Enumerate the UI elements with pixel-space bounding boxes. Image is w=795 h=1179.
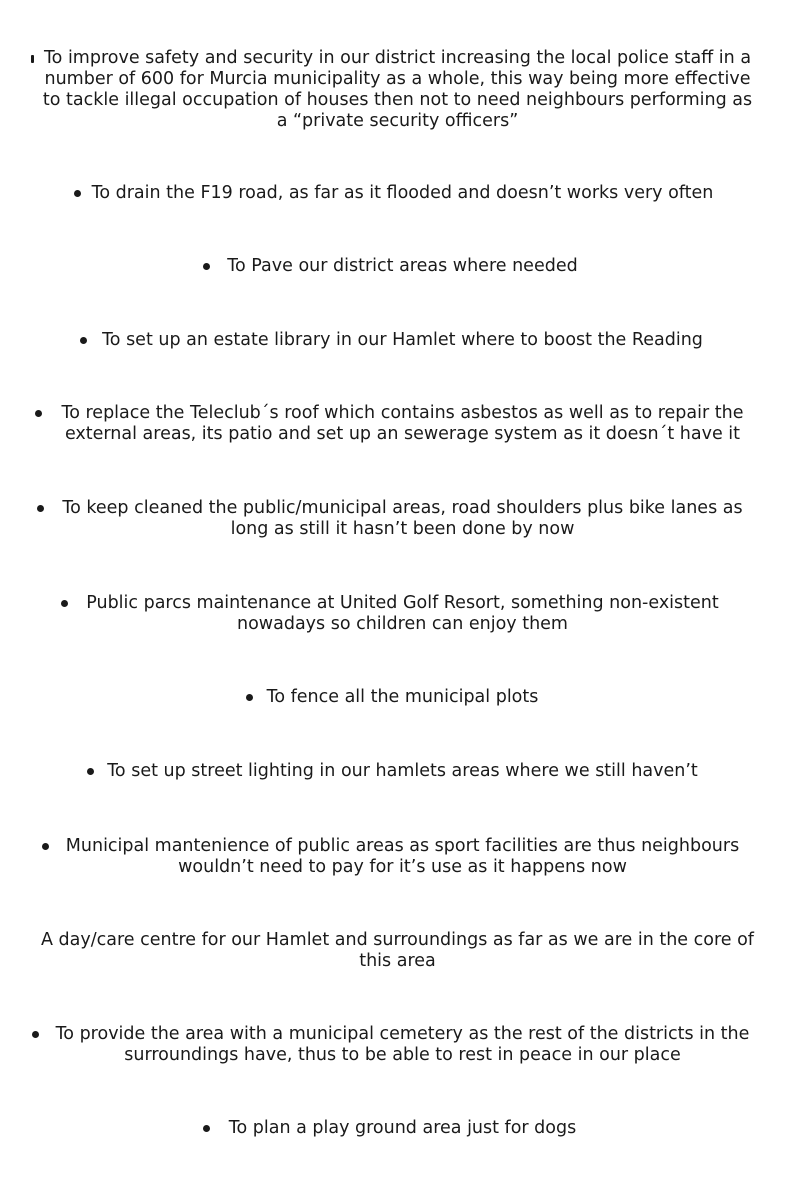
bullet-icon bbox=[42, 843, 49, 850]
list-item-text: To provide the area with a municipal cemetery as the rest of the districts in the surroundings have, thus to be able to rest in peace in our place bbox=[55, 1024, 750, 1065]
list-item bbox=[0, 1118, 795, 1139]
list-item-text: To replace the Teleclub´s roof which contains asbestos as well as to repair the external areas, its patio and set up an sewerage system as it doesn´t have it bbox=[61, 403, 744, 444]
bullet-icon bbox=[37, 505, 44, 512]
list-item bbox=[0, 403, 795, 445]
list-item bbox=[0, 761, 795, 782]
bullet-icon bbox=[80, 337, 87, 344]
list-item bbox=[0, 498, 795, 540]
list-item-text: To set up street lighting in our hamlets areas where we still haven’t bbox=[107, 761, 698, 781]
bullet-icon bbox=[32, 1031, 39, 1038]
list-item-text: To plan a play ground area just for dogs bbox=[228, 1118, 577, 1138]
bullet-icon bbox=[246, 694, 253, 701]
list-item bbox=[0, 930, 795, 972]
list-item bbox=[0, 593, 795, 635]
list-item bbox=[0, 836, 795, 878]
bullet-icon bbox=[87, 768, 94, 775]
bullet-icon bbox=[35, 410, 42, 417]
list-item-text: To Pave our district areas where needed bbox=[227, 256, 578, 276]
list-item bbox=[0, 330, 795, 351]
bullet-icon bbox=[31, 55, 34, 63]
list-item bbox=[0, 48, 795, 132]
list-item-text: Municipal mantenience of public areas as sport facilities are thus neighbours wouldn’t need to pay for it’s use as it happens now bbox=[65, 836, 740, 877]
bullet-icon bbox=[61, 600, 68, 607]
bullet-icon bbox=[203, 263, 210, 270]
list-item bbox=[0, 687, 795, 708]
list-item bbox=[0, 256, 795, 277]
list-item-text: To keep cleaned the public/municipal areas, road shoulders plus bike lanes as long as still it hasn’t been done by now bbox=[62, 498, 743, 539]
list-item-text: To improve safety and security in our district increasing the local police staff in a number of 600 for Murcia municipality as a whole, this way being more effective to tackle illegal occupation of houses then not to need neighbours performing as a “private security officers” bbox=[42, 48, 753, 131]
list-item bbox=[0, 1024, 795, 1066]
list-item-text: To drain the F19 road, as far as it flooded and doesn’t works very often bbox=[91, 183, 714, 203]
list-item-text: A day/care centre for our Hamlet and surroundings as far as we are in the core of this area bbox=[41, 930, 754, 971]
list-item bbox=[0, 183, 795, 204]
list-item-text: To fence all the municipal plots bbox=[266, 687, 539, 707]
bullet-icon bbox=[74, 190, 81, 197]
list-item-text: To set up an estate library in our Hamlet where to boost the Reading bbox=[102, 330, 703, 350]
bullet-icon bbox=[203, 1125, 210, 1132]
list-item-text: Public parcs maintenance at United Golf Resort, something non-existent nowadays so children can enjoy them bbox=[86, 593, 719, 634]
